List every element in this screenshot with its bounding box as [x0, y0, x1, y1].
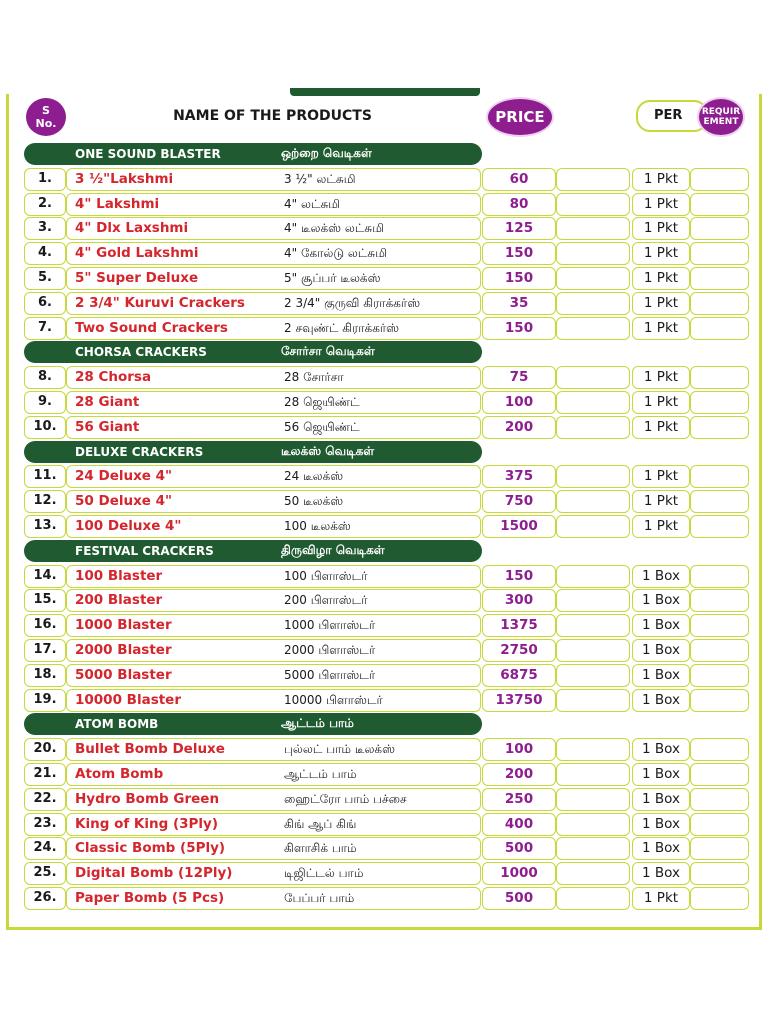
products-column-header: NAME OF THE PRODUCTS — [173, 108, 372, 124]
category-title-en: DELUXE CRACKERS — [75, 444, 204, 459]
product-name-ta: டிஜிட்டல் பாம் — [284, 866, 364, 881]
serial-number: 2. — [38, 195, 52, 211]
sno-header-line2: No. — [35, 117, 57, 130]
category-title-en: CHORSA CRACKERS — [75, 345, 207, 360]
product-name-en: 28 Chorsa — [75, 369, 152, 386]
product-price: 125 — [504, 220, 534, 237]
product-row — [24, 292, 749, 315]
product-unit: 1 Pkt — [643, 319, 679, 336]
product-row — [24, 416, 749, 439]
requirement-input-cell[interactable] — [690, 589, 749, 612]
product-name-ta: 5" சூப்பர் டீலக்ஸ் — [284, 271, 381, 285]
requirement-input-cell[interactable] — [690, 465, 749, 488]
blank-cell — [556, 292, 630, 315]
product-unit: 1 Pkt — [643, 170, 679, 187]
blank-cell — [556, 664, 630, 687]
product-name-ta: ஆட்டம் பாம் — [284, 767, 357, 781]
blank-cell — [556, 639, 630, 662]
product-name-ta: 4" கோல்டு லட்சுமி — [284, 246, 388, 261]
product-row — [24, 689, 749, 712]
product-name-en: 28 Giant — [75, 394, 140, 410]
product-name-en: 200 Blaster — [75, 592, 163, 609]
product-name-ta: பேப்பர் பாம் — [284, 891, 355, 905]
requirement-input-cell[interactable] — [690, 862, 749, 885]
blank-cell — [556, 465, 630, 488]
product-name-en: 2000 Blaster — [75, 642, 172, 658]
product-price: 300 — [504, 592, 534, 609]
product-unit: 1 Pkt — [643, 270, 679, 286]
product-name-ta: 5000 பிளாஸ்டர் — [284, 667, 376, 682]
product-name-en: Atom Bomb — [75, 766, 164, 782]
blank-cell — [556, 887, 630, 910]
blank-cell — [556, 515, 630, 538]
blank-cell — [556, 416, 630, 439]
product-row — [24, 837, 749, 860]
product-row — [24, 862, 749, 885]
product-row — [24, 614, 749, 637]
product-unit: 1 Pkt — [643, 418, 679, 435]
product-name-ta: 28 ஜெயிண்ட் — [284, 395, 360, 409]
product-name-en: 4" Lakshmi — [75, 195, 160, 212]
product-price: 6875 — [500, 666, 538, 683]
product-unit: 1 Box — [642, 592, 680, 609]
product-row — [24, 788, 749, 811]
sno-header-line1: S — [42, 104, 50, 117]
product-name-en: Digital Bomb (12Ply) — [75, 865, 233, 882]
requirement-input-cell[interactable] — [690, 267, 749, 290]
blank-cell — [556, 788, 630, 811]
product-row — [24, 366, 749, 389]
product-unit: 1 Box — [642, 840, 680, 857]
requirement-header-line1: REQUIR — [701, 107, 741, 117]
product-unit: 1 Pkt — [643, 195, 679, 212]
product-name-ta: 200 பிளாஸ்டர் — [284, 593, 368, 608]
product-row — [24, 589, 749, 612]
blank-cell — [556, 589, 630, 612]
blank-cell — [556, 763, 630, 786]
requirement-column-header — [697, 97, 745, 137]
product-name-ta: 3 ½" லட்சுமி — [284, 171, 356, 186]
product-name-en: 24 Deluxe 4" — [75, 468, 173, 485]
product-name-ta: 50 டீலக்ஸ் — [284, 494, 344, 509]
category-title-en: FESTIVAL CRACKERS — [75, 543, 214, 558]
requirement-input-cell[interactable] — [690, 515, 749, 538]
product-row — [24, 217, 749, 240]
requirement-input-cell[interactable] — [690, 614, 749, 637]
serial-number: 15. — [33, 592, 57, 608]
product-name-en: 5000 Blaster — [75, 666, 172, 683]
product-unit: 1 Box — [642, 790, 680, 807]
serial-number: 13. — [33, 518, 57, 533]
product-name-ta: 56 ஜெயிண்ட் — [284, 419, 360, 434]
product-unit: 1 Box — [642, 815, 680, 832]
requirement-input-cell[interactable] — [690, 738, 749, 761]
requirement-input-cell[interactable] — [690, 689, 749, 712]
product-price: 100 — [504, 394, 534, 410]
product-unit: 1 Pkt — [643, 245, 679, 262]
product-row — [24, 168, 749, 191]
product-unit: 1 Pkt — [643, 369, 679, 386]
serial-number: 16. — [33, 617, 57, 633]
serial-number: 17. — [33, 642, 57, 657]
product-name-en: Bullet Bomb Deluxe — [75, 741, 225, 758]
category-header — [24, 713, 482, 735]
serial-number: 1. — [38, 170, 52, 186]
blank-cell — [556, 813, 630, 836]
product-row — [24, 490, 749, 513]
blank-cell — [556, 242, 630, 265]
per-column-header: PER — [636, 100, 708, 132]
serial-number: 11. — [33, 468, 57, 484]
serial-number: 24. — [33, 840, 57, 856]
serial-number: 9. — [38, 394, 52, 409]
product-row — [24, 193, 749, 216]
category-header — [24, 143, 482, 165]
product-price: 400 — [504, 815, 534, 832]
product-name-en: 4" Gold Lakshmi — [75, 245, 199, 262]
product-price: 1375 — [500, 617, 538, 634]
serial-number: 20. — [33, 741, 57, 757]
product-price: 60 — [509, 170, 529, 187]
product-name-en: Paper Bomb (5 Pcs) — [75, 890, 225, 906]
product-unit: 1 Pkt — [643, 468, 679, 485]
product-name-en: Classic Bomb (5Ply) — [75, 840, 226, 857]
category-title-ta: சோர்சா வெடிகள் — [281, 344, 375, 359]
serial-number: 3. — [38, 220, 52, 236]
price-column-header: PRICE — [486, 97, 554, 137]
serial-number: 8. — [38, 369, 52, 385]
blank-cell — [556, 193, 630, 216]
sno-header-badge — [26, 98, 66, 136]
requirement-input-cell[interactable] — [690, 366, 749, 389]
top-tab-decoration — [290, 88, 480, 96]
category-header — [24, 441, 482, 463]
product-name-en: 56 Giant — [75, 418, 140, 435]
requirement-input-cell[interactable] — [690, 193, 749, 216]
product-name-en: 1000 Blaster — [75, 617, 172, 634]
category-title-ta: ஒற்றை வெடிகள் — [281, 146, 372, 160]
product-name-en: 50 Deluxe 4" — [75, 493, 173, 510]
product-unit: 1 Pkt — [643, 518, 679, 534]
serial-number: 18. — [33, 666, 57, 682]
product-name-ta: கிளாசிக் பாம் — [284, 841, 357, 856]
product-name-ta: 2 சவுண்ட் கிராக்கர்ஸ் — [284, 320, 400, 335]
requirement-input-cell[interactable] — [690, 168, 749, 191]
product-unit: 1 Box — [642, 567, 680, 584]
requirement-input-cell[interactable] — [690, 391, 749, 414]
requirement-input-cell[interactable] — [690, 639, 749, 662]
requirement-input-cell[interactable] — [690, 317, 749, 340]
requirement-input-cell[interactable] — [690, 416, 749, 439]
requirement-input-cell[interactable] — [690, 813, 749, 836]
product-name-en: 10000 Blaster — [75, 691, 181, 708]
product-name-ta: ஹைட்ரோ பாம் பச்சை — [284, 791, 407, 806]
product-unit: 1 Pkt — [643, 294, 679, 311]
product-price: 200 — [504, 766, 534, 782]
product-price: 375 — [504, 468, 534, 485]
blank-cell — [556, 738, 630, 761]
product-price: 80 — [509, 195, 529, 212]
product-row — [24, 465, 749, 488]
product-price: 150 — [504, 319, 534, 336]
product-name-ta: 4" டீலக்ஸ் லட்சுமி — [284, 221, 385, 236]
serial-number: 25. — [33, 865, 57, 881]
product-unit: 1 Box — [642, 691, 680, 708]
category-header — [24, 540, 482, 562]
product-row — [24, 515, 749, 538]
blank-cell — [556, 168, 630, 191]
blank-cell — [556, 614, 630, 637]
category-title-en: ATOM BOMB — [75, 717, 159, 732]
product-unit: 1 Box — [642, 766, 680, 782]
serial-number: 22. — [33, 790, 57, 806]
product-unit: 1 Box — [642, 741, 680, 758]
blank-cell — [556, 837, 630, 860]
requirement-input-cell[interactable] — [690, 887, 749, 910]
product-name-ta: 4" லட்சுமி — [284, 196, 341, 211]
product-row — [24, 813, 749, 836]
serial-number: 12. — [33, 493, 57, 509]
product-row — [24, 267, 749, 290]
serial-number: 21. — [33, 766, 57, 781]
requirement-input-cell[interactable] — [690, 763, 749, 786]
product-price: 100 — [504, 741, 534, 758]
product-row — [24, 391, 749, 414]
blank-cell — [556, 317, 630, 340]
product-price: 150 — [504, 245, 534, 262]
blank-cell — [556, 689, 630, 712]
product-price: 1500 — [500, 518, 538, 534]
product-price: 13750 — [495, 691, 543, 708]
serial-number: 6. — [38, 294, 52, 310]
product-name-en: King of King (3Ply) — [75, 815, 219, 832]
product-price: 750 — [504, 493, 534, 510]
product-name-en: Hydro Bomb Green — [75, 790, 220, 807]
product-price: 200 — [504, 418, 534, 435]
product-name-ta: 100 பிளாஸ்டர் — [284, 568, 368, 583]
product-row — [24, 763, 749, 786]
serial-number: 26. — [33, 890, 57, 905]
category-header — [24, 341, 482, 363]
product-name-ta: 1000 பிளாஸ்டர் — [284, 618, 376, 633]
blank-cell — [556, 862, 630, 885]
product-unit: 1 Pkt — [643, 890, 679, 906]
blank-cell — [556, 490, 630, 513]
requirement-input-cell[interactable] — [690, 292, 749, 315]
requirement-input-cell[interactable] — [690, 565, 749, 588]
category-title-ta: ஆட்டம் பாம் — [281, 716, 354, 731]
serial-number: 5. — [38, 270, 52, 285]
product-name-en: 2 3/4" Kuruvi Crackers — [75, 294, 245, 311]
product-unit: 1 Pkt — [643, 394, 679, 410]
requirement-input-cell[interactable] — [690, 217, 749, 240]
product-price: 500 — [504, 840, 534, 857]
product-name-ta: 100 டீலக்ஸ் — [284, 519, 351, 533]
category-title-ta: டீலக்ஸ் வெடிகள் — [281, 443, 375, 458]
product-unit: 1 Pkt — [643, 220, 679, 237]
product-name-ta: 2 3/4" குருவி கிராக்கர்ஸ் — [284, 295, 421, 310]
product-row — [24, 565, 749, 588]
requirement-input-cell[interactable] — [690, 490, 749, 513]
product-name-en: 4" Dlx Laxshmi — [75, 220, 189, 237]
category-title-en: ONE SOUND BLASTER — [75, 147, 221, 161]
product-row — [24, 639, 749, 662]
product-row — [24, 738, 749, 761]
requirement-input-cell[interactable] — [690, 837, 749, 860]
serial-number: 4. — [38, 245, 52, 261]
product-row — [24, 242, 749, 265]
requirement-input-cell[interactable] — [690, 242, 749, 265]
product-unit: 1 Box — [642, 617, 680, 634]
product-name-ta: 24 டீலக்ஸ் — [284, 469, 344, 484]
blank-cell — [556, 391, 630, 414]
product-price: 250 — [504, 790, 534, 807]
product-row — [24, 317, 749, 340]
blank-cell — [556, 366, 630, 389]
product-name-ta: 2000 பிளாஸ்டர் — [284, 643, 376, 657]
serial-number: 14. — [33, 567, 57, 583]
product-price: 1000 — [500, 865, 538, 882]
product-name-en: 5" Super Deluxe — [75, 270, 199, 286]
product-name-ta: 10000 பிளாஸ்டர் — [284, 692, 383, 707]
product-name-ta: கிங் ஆப் கிங் — [284, 816, 357, 831]
serial-number: 19. — [33, 691, 57, 707]
requirement-header-line2: EMENT — [703, 117, 739, 127]
product-unit: 1 Box — [642, 865, 680, 882]
product-name-en: Two Sound Crackers — [75, 319, 228, 336]
blank-cell — [556, 267, 630, 290]
product-price: 500 — [504, 890, 534, 906]
serial-number: 23. — [33, 815, 57, 831]
product-unit: 1 Box — [642, 642, 680, 658]
blank-cell — [556, 217, 630, 240]
product-price: 2750 — [500, 642, 538, 658]
blank-cell — [556, 565, 630, 588]
product-price: 150 — [504, 567, 534, 584]
requirement-input-cell[interactable] — [690, 664, 749, 687]
product-price: 35 — [509, 294, 529, 311]
category-title-ta: திருவிழா வெடிகள் — [281, 542, 385, 557]
product-name-ta: புல்லட் பாம் டீலக்ஸ் — [284, 742, 395, 757]
product-unit: 1 Box — [642, 666, 680, 683]
serial-number: 10. — [33, 418, 57, 434]
requirement-input-cell[interactable] — [690, 788, 749, 811]
product-row — [24, 664, 749, 687]
product-name-en: 100 Blaster — [75, 567, 163, 584]
product-name-ta: 28 சோர்சா — [284, 370, 344, 385]
product-name-en: 3 ½"Lakshmi — [75, 170, 174, 187]
product-row — [24, 887, 749, 910]
product-name-en: 100 Deluxe 4" — [75, 518, 182, 534]
product-unit: 1 Pkt — [643, 493, 679, 510]
product-price: 75 — [509, 369, 529, 386]
serial-number: 7. — [38, 319, 52, 335]
product-price: 150 — [504, 270, 534, 286]
